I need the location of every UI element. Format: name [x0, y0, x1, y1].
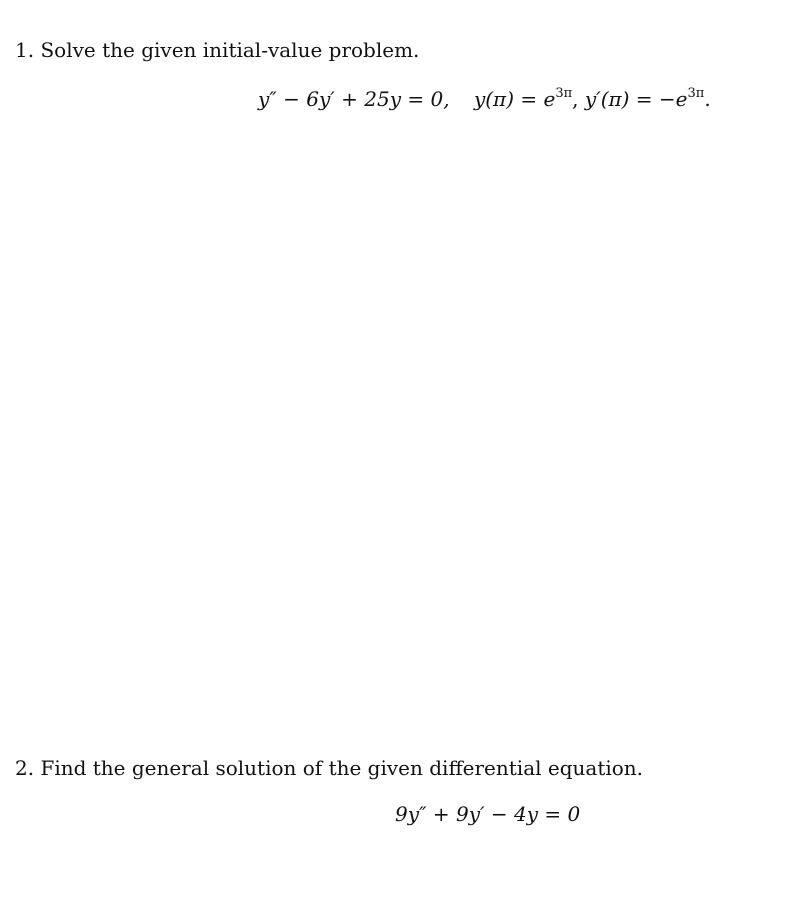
problem-1-prompt — [15, 38, 419, 62]
problem-1-ic1: y(π) = e — [473, 87, 556, 111]
problem-1-ic2-exponent: 3π — [687, 86, 705, 101]
problem-1-ic2: y′(π) = −e — [584, 87, 688, 111]
problem-1-text: Solve the given initial-value problem. — [40, 38, 420, 62]
problem-1-number: 1. — [15, 38, 35, 62]
problem-2-ode: 9y″ + 9y′ − 4y = 0 — [395, 802, 581, 826]
problem-1-equation — [258, 87, 711, 111]
problem-2-text: Find the general solution of the given differential equation. — [40, 756, 644, 780]
problem-2-prompt — [15, 756, 643, 780]
problem-2-equation — [395, 802, 580, 826]
problem-1-ic-separator: , — [572, 87, 579, 111]
problem-1-ic1-exponent: 3π — [555, 86, 573, 101]
problem-2-number: 2. — [15, 756, 35, 780]
problem-1-ode: y″ − 6y′ + 25y = 0, — [258, 87, 450, 111]
problem-1-equation-end: . — [704, 87, 711, 111]
